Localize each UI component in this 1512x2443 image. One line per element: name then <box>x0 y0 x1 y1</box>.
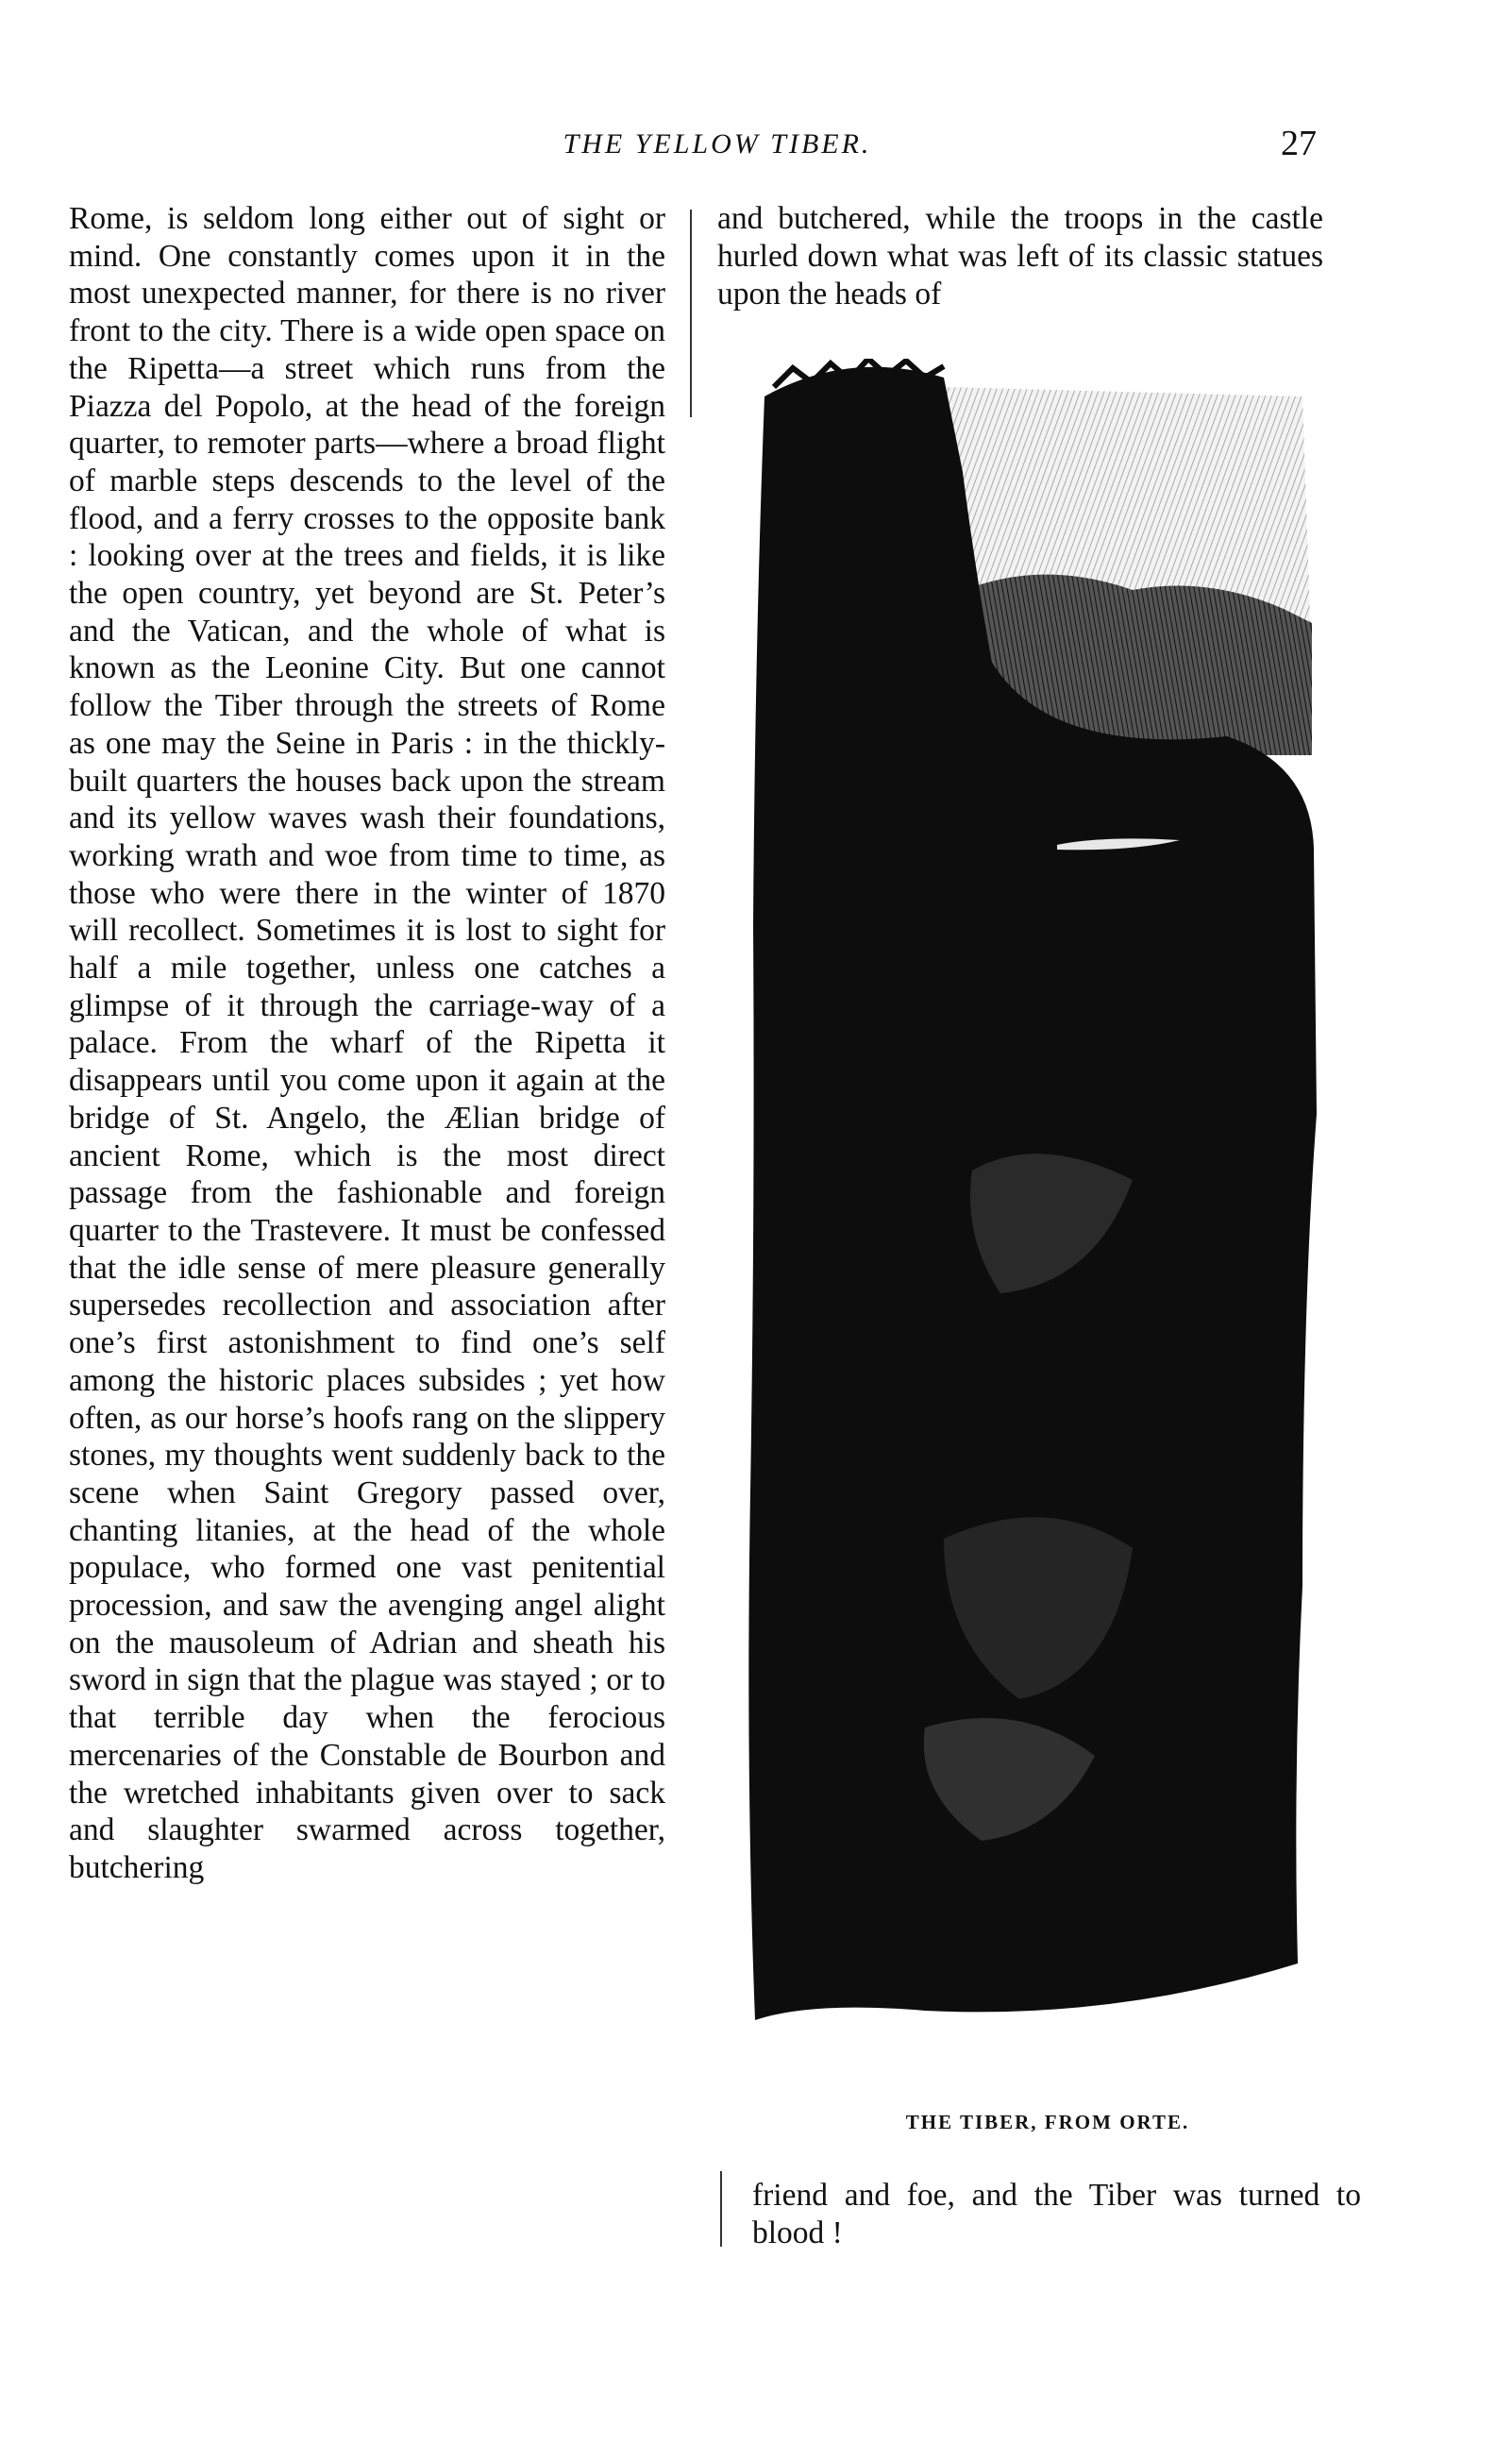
right-text-column-top <box>717 200 1323 313</box>
page-number: 27 <box>1281 124 1317 163</box>
column-divider-top <box>690 210 692 417</box>
engraving-tiber-from-orte <box>736 359 1326 2058</box>
right-text-column-bottom <box>752 2177 1361 2252</box>
right-column-bottom-paragraph: friend and foe, and the Tiber was turned to blood ! <box>752 2178 1361 2250</box>
right-column-top-paragraph: and butchered, while the troops in the castle hurled down what was left of its classic statues upon the heads of <box>717 201 1323 312</box>
illustration-caption: THE TIBER, FROM ORTE. <box>905 2111 1190 2133</box>
left-text-column <box>69 200 665 1887</box>
column-divider-bottom <box>720 2171 722 2247</box>
left-column-paragraph: Rome, is seldom long either out of sight or mind. One constantly comes upon it in the most unexpected manner, for there is no river front to the city. There is a wide open space on the Ripetta—a street which runs from the Piazza del Popolo, at the head of the foreign quarter, to remoter parts—where a broad flight of marble steps descends to the level of the flood, and a ferry crosses to the opposite bank : looking over at the trees and fields, it is like the open country, yet beyond are St. Peter’s and the Vatican, and the whole of what is known as the Leonine City. But one cannot follow the Tiber through the streets of Rome as one may the Seine in Paris : in the thickly-built quarters the houses back upon the stream and its yellow waves wash their foundations, working wrath and woe from time to time, as those who were there in the winter of 1870 will recollect. Sometimes it is lost to sight for half a mile together, unless one catches a glimpse of it through the carriage-way of a palace. From the wharf of the Ripetta it disappears until you come upon it again at the bridge of St. Angelo, the Ælian bridge of ancient Rome, which is the most direct passage from the fashionable and foreign quarter to the Trastevere. It must be confessed that the idle sense of mere pleasure generally supersedes recollection and association after one’s first astonishment to find one’s self among the historic places subsides ; yet how often, as our horse’s hoofs rang on the slippery stones, my thoughts went suddenly back to the scene when Saint Gregory passed over, chanting litanies, at the head of the whole populace, who formed one vast penitential procession, and saw the avenging angel alight on the mausoleum of Adrian and sheath his sword in sign that the plague was stayed ; or to that terrible day when the ferocious mercenaries of the Constable de Bourbon and the wretched inhabitants given over to sack and slaughter swarmed across together, butchering <box>69 201 665 1885</box>
running-title: THE YELLOW TIBER. <box>563 128 872 160</box>
